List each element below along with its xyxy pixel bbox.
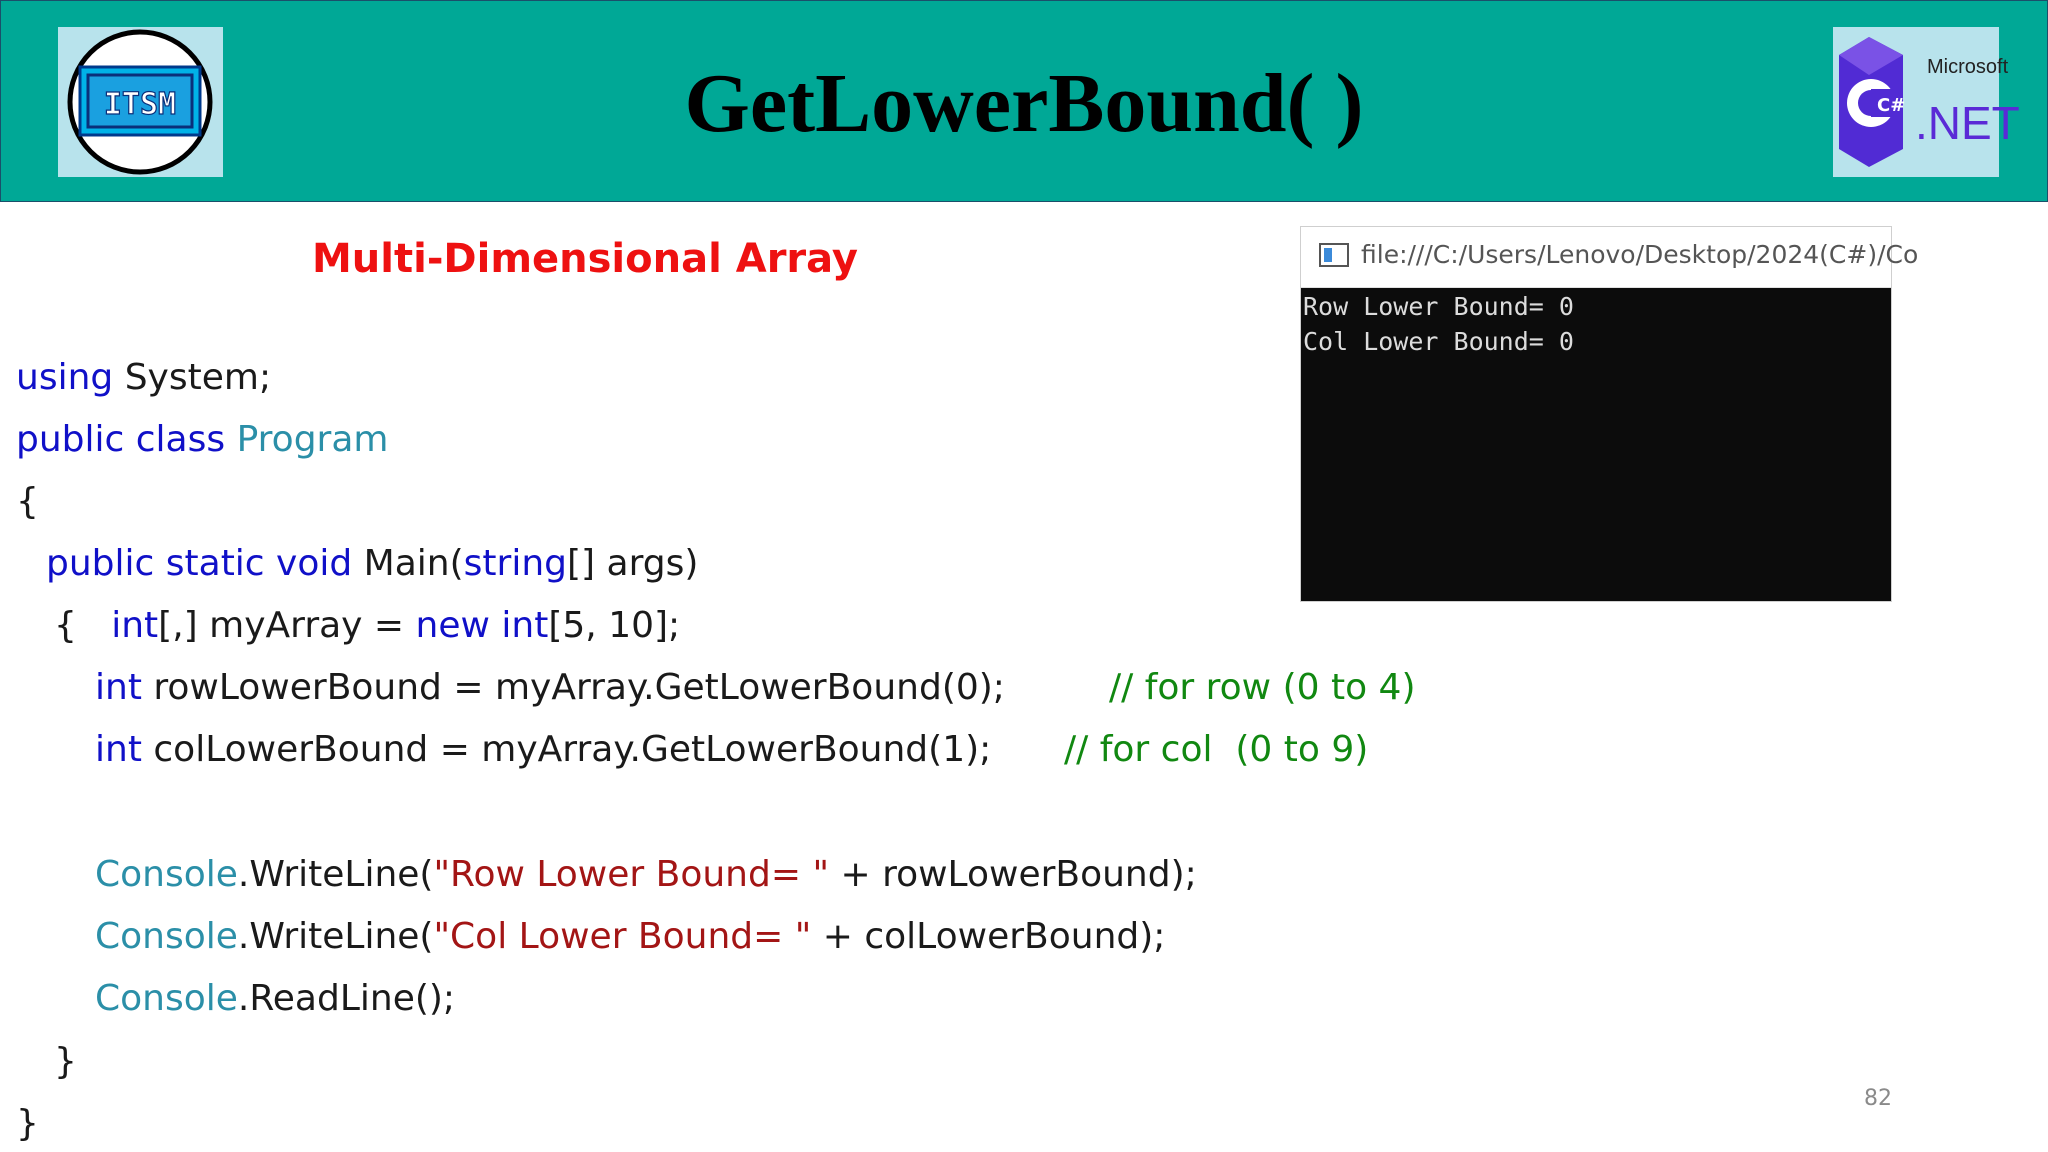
code-line-using <box>16 353 271 403</box>
type-name: Console <box>95 978 238 1019</box>
code-text: System; <box>113 357 272 398</box>
keyword: int <box>95 667 142 708</box>
code-line-col-lower-bound <box>95 725 991 775</box>
console-app-icon <box>1319 243 1349 267</box>
code-line-writeline-col <box>95 912 1165 962</box>
code-text: .ReadLine(); <box>237 978 456 1019</box>
page-number: 82 <box>1864 1086 1892 1111</box>
code-text: rowLowerBound = myArray.GetLowerBound(0); <box>141 667 1005 708</box>
itsm-logo-text: ITSM <box>103 87 177 122</box>
type-name: Program <box>236 419 389 460</box>
keyword: int <box>111 605 159 646</box>
code-text: .WriteLine( <box>237 854 434 895</box>
csharp-badge-text: C# <box>1877 95 1906 116</box>
console-output <box>1303 289 1889 359</box>
type-name: Console <box>95 854 238 895</box>
code-line-array-decl <box>54 601 680 651</box>
code-text: + rowLowerBound); <box>829 854 1197 895</box>
section-heading: Multi-Dimensional Array <box>312 236 858 282</box>
keyword: using <box>16 357 114 398</box>
code-line-close-brace-class: } <box>16 1103 39 1144</box>
console-window <box>1300 226 1919 602</box>
code-line-main <box>46 539 698 589</box>
keyword: public static void <box>46 543 353 584</box>
console-output-line: Row Lower Bound= 0 <box>1303 292 1574 321</box>
type-name: Console <box>95 916 238 957</box>
string-literal: "Col Lower Bound= " <box>433 916 812 957</box>
keyword: new <box>415 605 490 646</box>
page-title: GetLowerBound( ) <box>684 57 1364 150</box>
console-output-line: Col Lower Bound= 0 <box>1303 327 1574 356</box>
code-text: colLowerBound = myArray.GetLowerBound(1); <box>141 729 992 770</box>
code-text: Main( <box>352 543 464 584</box>
code-text: [] args) <box>567 543 699 584</box>
console-titlebar <box>1301 227 1919 288</box>
code-text: .WriteLine( <box>237 916 434 957</box>
string-literal: "Row Lower Bound= " <box>433 854 830 895</box>
code-text: [5, 10]; <box>548 605 681 646</box>
code-line-open-brace: { <box>16 481 39 522</box>
code-line-close-brace-method: } <box>54 1041 77 1082</box>
code-text: { <box>54 605 112 646</box>
code-line-class <box>16 415 389 465</box>
code-text: [,] myArray = <box>158 605 416 646</box>
code-text: + colLowerBound); <box>811 916 1166 957</box>
code-comment-row: // for row (0 to 4) <box>1109 667 1416 708</box>
keyword: public class <box>16 419 226 460</box>
keyword: int <box>95 729 142 770</box>
dotnet-csharp-logo <box>1833 27 2020 177</box>
code-line-writeline-row <box>95 850 1197 900</box>
csharp-logo-icon <box>1833 27 2020 177</box>
code-comment-col: // for col (0 to 9) <box>1064 729 1369 770</box>
console-path: file:///C:/Users/Lenovo/Desktop/2024(C#)/Co <box>1361 240 1919 269</box>
dotnet-text: .NET <box>1915 97 2020 149</box>
microsoft-text: Microsoft <box>1927 56 2009 78</box>
code-line-readline <box>95 974 455 1024</box>
slide-header <box>0 0 2048 202</box>
keyword: int <box>501 605 549 646</box>
code-line-row-lower-bound <box>95 663 1005 713</box>
keyword: string <box>463 543 568 584</box>
